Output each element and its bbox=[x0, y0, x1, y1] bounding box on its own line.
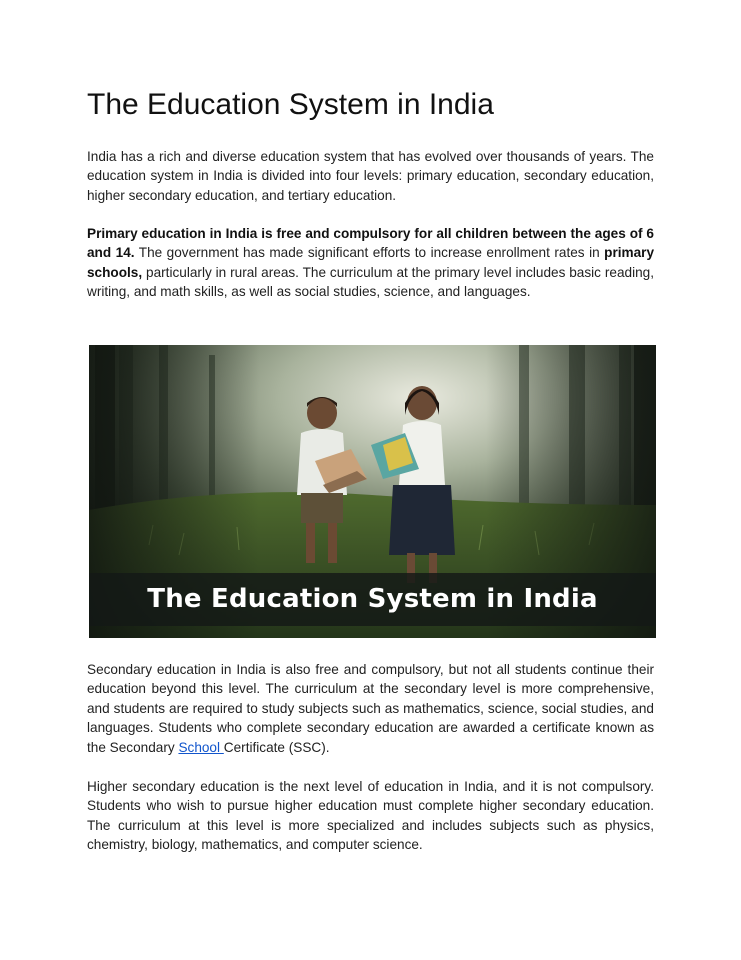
secondary-text-b: Certificate (SSC). bbox=[223, 739, 330, 755]
primary-education-paragraph bbox=[87, 224, 654, 302]
primary-text-b: particularly in rural areas. The curriculum at the primary level includes basic reading, writing, and math skills, as well as social studies, science, and languages. bbox=[87, 264, 654, 300]
children-reading-photo bbox=[89, 345, 656, 638]
page-title: The Education System in India bbox=[87, 88, 494, 121]
school-link[interactable]: School bbox=[178, 739, 224, 755]
primary-lead-bold: Primary education in India is free and compulsory for all children between the ages of 6 and 14. bbox=[87, 226, 654, 261]
primary-schools-bold: primary schools, bbox=[87, 245, 655, 280]
secondary-education-paragraph bbox=[87, 660, 654, 757]
higher-secondary-paragraph: Higher secondary education is the next level of education in India, and it is not compulsory. Students who wish to pursue higher education must complete higher secondary education. The curriculum at this level is more specialized and includes subjects such as physics, chemistry, biology, mathematics, and computer science. bbox=[87, 779, 654, 853]
intro-paragraph: India has a rich and diverse education system that has evolved over thousands of years. The education system in India is divided into four levels: primary education, secondary education, higher secondary education, and tertiary education. bbox=[87, 149, 654, 203]
secondary-text-a: Secondary education in India is also free and compulsory, but not all students continue their education beyond this level. The curriculum at the secondary level is more comprehensive, and students are required to study subjects such as mathematics, science, social studies, and languages. Students who complete secondary education are awarded a certificate known as the Secondary bbox=[87, 662, 654, 755]
image-caption: The Education System in India bbox=[147, 584, 598, 614]
primary-text-a: The government has made significant efforts to increase enrollment rates in bbox=[134, 245, 605, 261]
